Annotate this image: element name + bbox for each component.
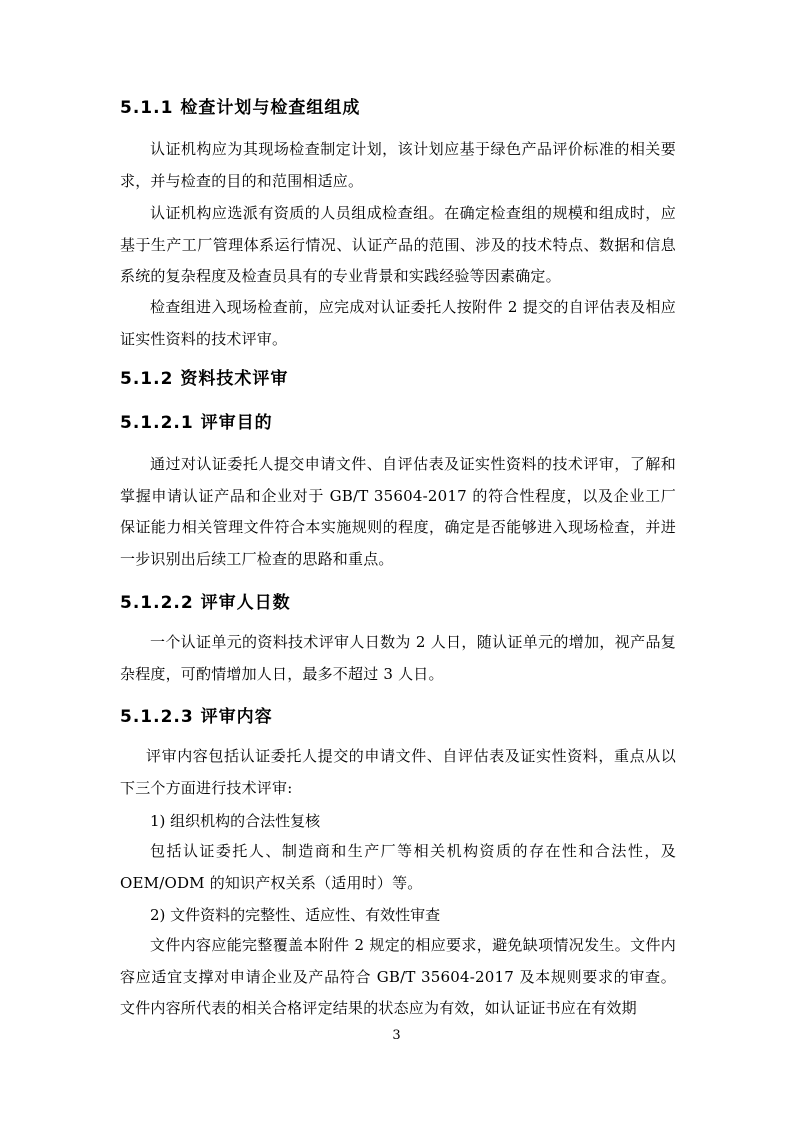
paragraph: 认证机构应为其现场检查制定计划，该计划应基于绿色产品评价标准的相关要求，并与检查的目的和范围相适应。 <box>120 140 676 190</box>
paragraph: 认证机构应选派有资质的人员组成检查组。在确定检查组的规模和组成时，应基于生产工厂管理体系运行情况、认证产品的范围、涉及的技术特点、数据和信息系统的复杂程度及检查员具有的专业背景和实践经验等因素确定。 <box>120 204 676 285</box>
paragraph: 一个认证单元的资料技术评审人日数为 2 人日，随认证单元的增加，视产品复杂程度，可酌情增加人日，最多不超过 3 人日。 <box>120 633 676 683</box>
section-heading-5-1-1: 5.1.1 检查计划与检查组组成 <box>120 98 361 118</box>
paragraph: 文件内容应能完整覆盖本附件 2 规定的相应要求，避免缺项情况发生。文件内容应适宜支撑对申请企业及产品符合 GB/T 35604-2017 及本规则要求的审查。文件内容所代表的相关合格评定结果的状态应为有效，如认证证书应在有效期 <box>120 936 676 1017</box>
paragraph: 包括认证委托人、制造商和生产厂等相关机构资质的存在性和合法性，及OEM/ODM 的知识产权关系（适用时）等。 <box>120 842 676 892</box>
list-item: 1) 组织机构的合法性复核 <box>150 812 321 830</box>
list-item: 2) 文件资料的完整性、适应性、有效性审查 <box>150 906 441 924</box>
section-heading-5-1-2: 5.1.2 资料技术评审 <box>120 369 289 389</box>
paragraph: 评审内容包括认证委托人提交的申请文件、自评估表及证实性资料，重点从以下三个方面进行技术评审: <box>120 747 676 797</box>
section-heading-5-1-2-3: 5.1.2.3 评审内容 <box>120 707 273 727</box>
section-heading-5-1-2-2: 5.1.2.2 评审人日数 <box>120 593 291 613</box>
section-heading-5-1-2-1: 5.1.2.1 评审目的 <box>120 413 273 433</box>
paragraph: 通过对认证委托人提交申请文件、自评估表及证实性资料的技术评审，了解和掌握申请认证产品和企业对于 GB/T 35604-2017 的符合性程度，以及企业工厂保证能力相关管理文件符合本实施规则的程度，确定是否能够进入现场检查，并进一步识别出后续工厂检查的思路和重点。 <box>120 455 676 568</box>
page-number: 3 <box>392 1028 401 1043</box>
paragraph: 检查组进入现场检查前，应完成对认证委托人按附件 2 提交的自评估表及相应证实性资料的技术评审。 <box>120 298 676 348</box>
